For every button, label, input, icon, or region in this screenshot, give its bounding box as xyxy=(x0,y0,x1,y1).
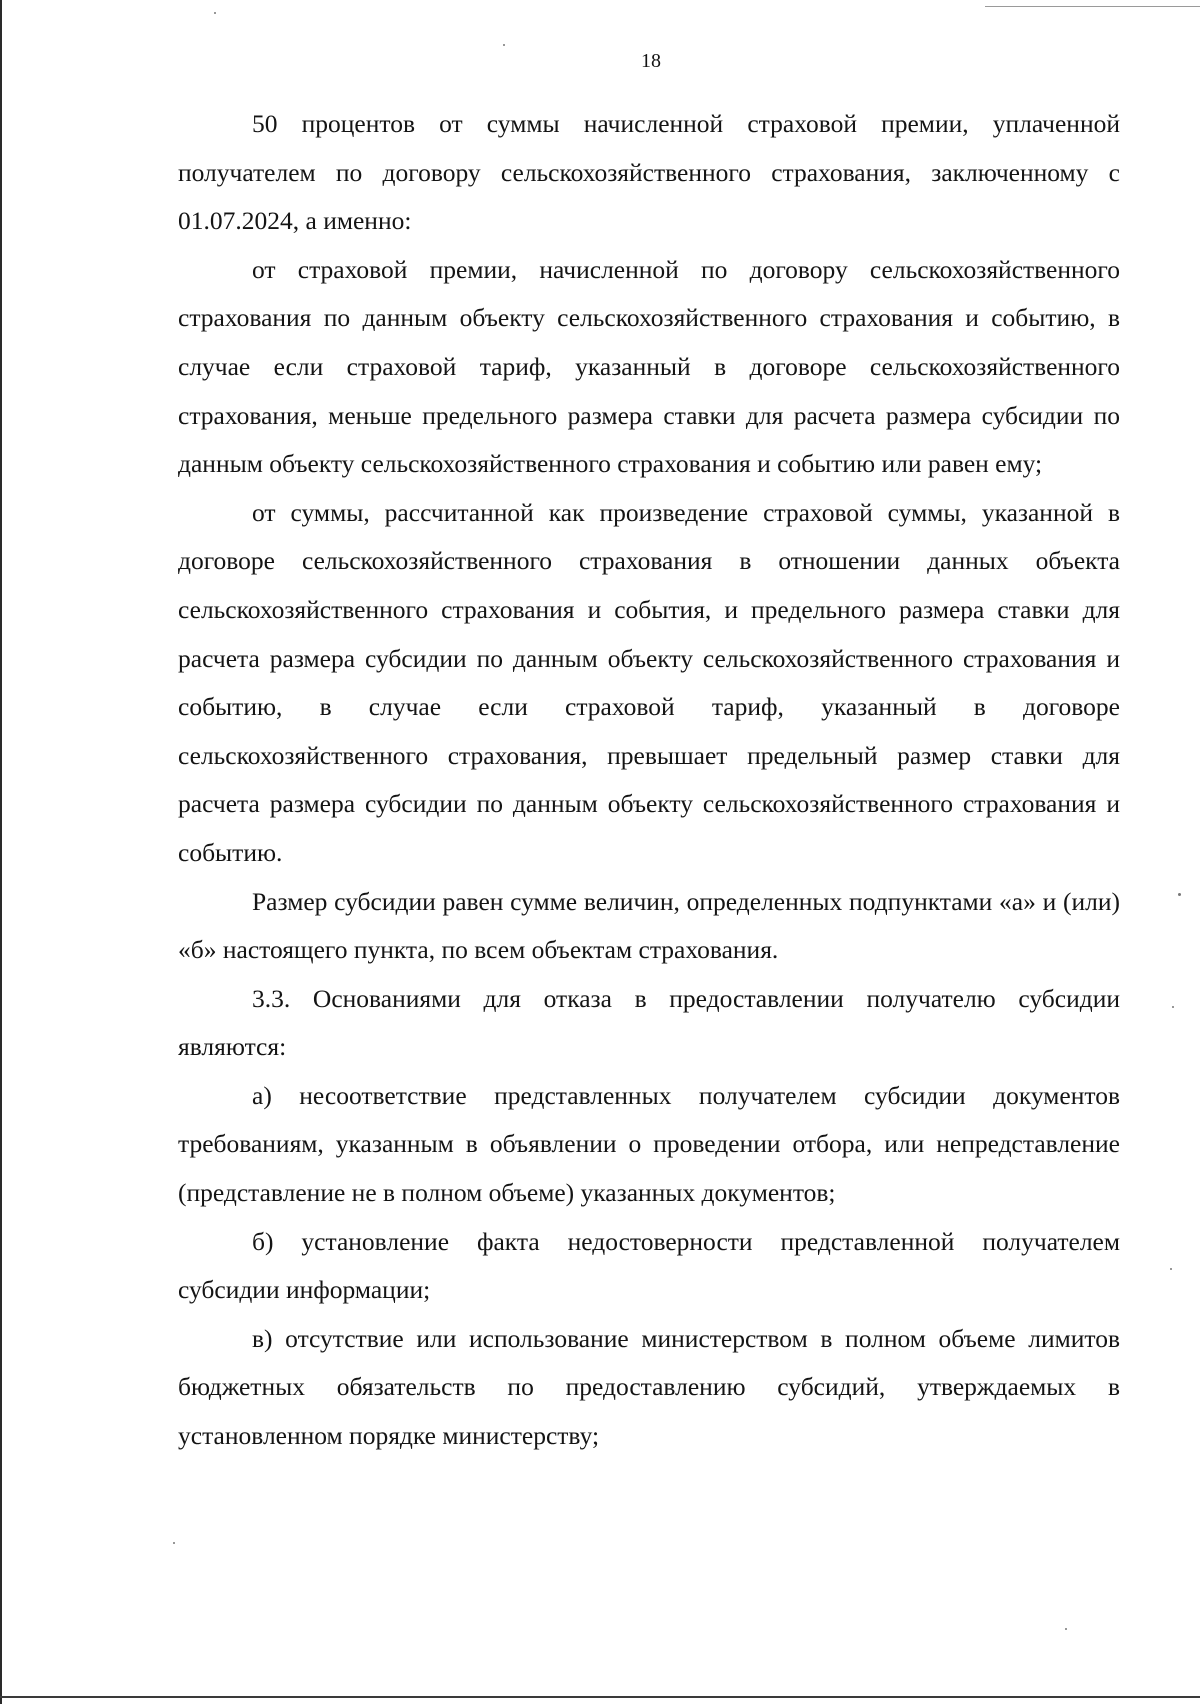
scan-edge-bottom xyxy=(0,1696,1200,1698)
scan-speck xyxy=(503,44,505,46)
scan-edge-top xyxy=(985,6,1200,7)
scan-speck xyxy=(214,12,216,14)
document-body xyxy=(178,100,1120,1461)
scan-edge-left xyxy=(0,0,2,1704)
scan-speck xyxy=(1172,1006,1174,1008)
paragraph-subsidy-amount: Размер субсидии равен сумме величин, определенных подпунктами «а» и (или) «б» настоящего пункта, по всем объектам страхования. xyxy=(178,886,1120,965)
paragraph-premium-case: от страховой премии, начисленной по договору сельскохозяйственного страхования по данным объекту сельскохозяйственного страхования и событию, в случае если страховой тариф, указанный в договоре сельскохозяйственного страхования, меньше предельного размера ставки для расчета размера субсидии по данным объекту сельскохозяйственного страхования и событию или равен ему; xyxy=(178,254,1120,479)
page-number: 18 xyxy=(641,50,661,72)
scan-speck xyxy=(1170,1268,1172,1270)
paragraph-item-b: б) установление факта недостоверности представленной получателем субсидии информации; xyxy=(178,1226,1120,1305)
scan-speck xyxy=(1178,893,1181,896)
paragraph-item-a: а) несоответствие представленных получателем субсидии документов требованиям, указанным в объявлении о проведении отбора, или непредставление (представление не в полном объеме) указанных документов; xyxy=(178,1080,1120,1208)
paragraph-item-v: в) отсутствие или использование министерством в полном объеме лимитов бюджетных обязательств по предоставлению субсидий, утверждаемых в установленном порядке министерству; xyxy=(178,1323,1120,1451)
paragraph-sum-case: от суммы, рассчитанной как произведение страховой суммы, указанной в договоре сельскохозяйственного страхования в отношении данных объекта сельскохозяйственного страхования и события, и предельного размера ставки для расчета размера субсидии по данным объекту сельскохозяйственного страхования и событию, в случае если страховой тариф, указанный в договоре сельскохозяйственного страхования, превышает предельный размер ставки для расчета размера субсидии по данным объекту сельскохозяйственного страхования и событию. xyxy=(178,497,1120,867)
paragraph-subsidy-fifty-percent: 50 процентов от суммы начисленной страховой премии, уплаченной получателем по договору сельскохозяйственного страхования, заключенному с 01.07.2024, а именно: xyxy=(178,109,1120,236)
scan-speck xyxy=(1065,1628,1067,1630)
scan-speck xyxy=(173,1542,175,1544)
paragraph-refusal-grounds: 3.3. Основаниями для отказа в предоставлении получателю субсидии являются: xyxy=(178,983,1120,1062)
